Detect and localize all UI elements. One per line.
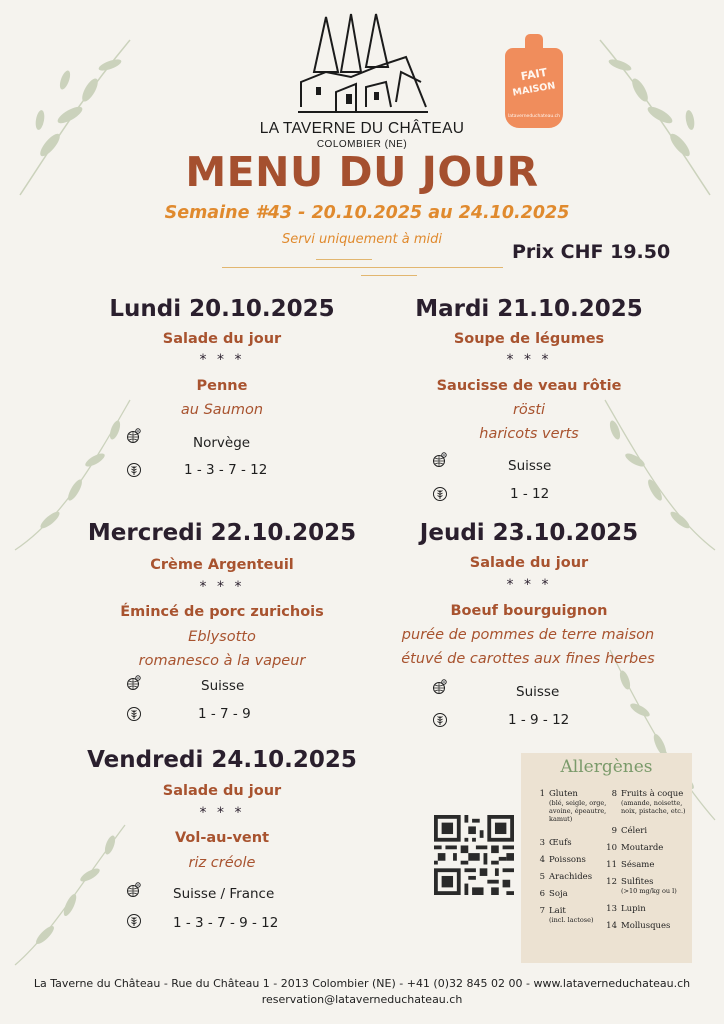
restaurant-location: COLOMBIER (NE) <box>316 139 408 150</box>
side-dish: romanesco à la vapeur <box>138 653 306 669</box>
allergen-item: 3 Œufs <box>539 838 572 848</box>
qr-code-icon[interactable] <box>434 815 514 895</box>
side-dish: haricots verts <box>479 426 579 442</box>
wheat-icon <box>126 462 142 478</box>
main-dish: Boeuf bourguignon <box>450 603 608 619</box>
origin: Norvège <box>193 435 251 451</box>
restaurant-name: LA TAVERNE DU CHÂTEAU <box>259 120 465 137</box>
separator: * * * <box>199 352 245 368</box>
globe-pin-icon <box>432 679 448 695</box>
separator: * * * <box>506 352 552 368</box>
allergen-item: 1 Gluten (blé, seigle, orge, avoine, épeautre, kamut) <box>539 789 607 823</box>
day-title: Vendredi 24.10.2025 <box>87 747 357 773</box>
page-title: MENU DU JOUR <box>185 148 539 196</box>
wheat-icon <box>432 712 448 728</box>
globe-pin-icon <box>126 428 142 444</box>
origin: Suisse <box>201 678 245 694</box>
side-dish: Eblysotto <box>188 629 256 645</box>
globe-pin-icon <box>432 452 448 468</box>
day-title: Mercredi 22.10.2025 <box>87 520 357 546</box>
allergen-item: 9 Céleri <box>611 826 648 836</box>
origin: Suisse / France <box>173 886 275 902</box>
allergen-item: 5 Arachides <box>539 872 593 882</box>
divider-short-1 <box>316 259 372 260</box>
allergens-title: Allergènes <box>560 757 653 777</box>
allergen-item: 10 Moutarde <box>606 843 664 853</box>
price-label: Prix CHF 19.50 <box>512 241 671 263</box>
allergen-codes: 1 - 3 - 7 - 9 - 12 <box>173 915 279 931</box>
starter: Salade du jour <box>162 331 282 347</box>
allergen-item: 4 Poissons <box>539 855 586 865</box>
allergen-codes: 1 - 9 - 12 <box>508 712 570 728</box>
divider-long <box>222 267 503 268</box>
allergen-codes: 1 - 3 - 7 - 12 <box>184 462 268 478</box>
divider-short-2 <box>361 275 417 276</box>
side-dish: au Saumon <box>180 402 264 418</box>
starter: Crème Argenteuil <box>150 557 294 573</box>
allergen-codes: 1 - 12 <box>510 486 550 502</box>
allergen-item: 11 Sésame <box>606 860 655 870</box>
allergen-codes: 1 - 7 - 9 <box>198 706 251 722</box>
globe-pin-icon <box>126 882 142 898</box>
wheat-icon <box>432 486 448 502</box>
wheat-icon <box>126 913 142 929</box>
starter: Salade du jour <box>162 783 282 799</box>
allergens-legend <box>521 753 692 963</box>
allergen-item: 14 Mollusques <box>606 921 671 931</box>
week-range: Semaine #43 - 20.10.2025 au 24.10.2025 <box>164 203 570 223</box>
wheat-icon <box>126 706 142 722</box>
day-title: Mardi 21.10.2025 <box>415 296 643 322</box>
allergen-item: 12 Sulfites (>10 mg/kg ou l) <box>606 877 677 895</box>
origin: Suisse <box>508 458 552 474</box>
separator: * * * <box>199 579 245 595</box>
badge-url: lataverneduchateau.ch <box>507 114 561 119</box>
globe-pin-icon <box>126 675 142 691</box>
separator: * * * <box>506 577 552 593</box>
main-dish: Vol-au-vent <box>174 830 270 846</box>
badge-line2: MAISON <box>511 80 557 99</box>
main-dish: Penne <box>196 378 248 394</box>
allergen-item: 6 Soja <box>539 889 568 899</box>
side-dish: rösti <box>512 402 546 418</box>
side-dish: purée de pommes de terre maison <box>401 627 655 643</box>
fait-maison-badge <box>505 34 563 130</box>
allergen-item: 13 Lupin <box>606 904 646 914</box>
allergen-item: 7 Lait (incl. lactose) <box>539 906 594 924</box>
allergen-item: 8 Fruits à coque (amande, noisette, noix, pistache, etc.) <box>611 789 686 815</box>
badge-line1: FAIT <box>519 65 549 84</box>
served-note: Servi uniquement à midi <box>282 232 442 247</box>
footer-email[interactable]: reservation@lataverneduchateau.ch <box>261 993 463 1006</box>
origin: Suisse <box>516 684 560 700</box>
castle-logo-icon <box>296 12 431 120</box>
day-title: Lundi 20.10.2025 <box>109 296 335 322</box>
main-dish: Émincé de porc zurichois <box>120 604 324 620</box>
footer-address: La Taverne du Château - Rue du Château 1 - 2013 Colombier (NE) - +41 (0)32 845 02 00 - www.lataverneduchateau.ch <box>33 977 691 990</box>
starter: Soupe de légumes <box>453 331 605 347</box>
separator: * * * <box>199 805 245 821</box>
starter: Salade du jour <box>469 555 589 571</box>
side-dish: riz créole <box>188 855 256 871</box>
main-dish: Saucisse de veau rôtie <box>436 378 622 394</box>
side-dish: étuvé de carottes aux fines herbes <box>401 651 655 667</box>
day-title: Jeudi 23.10.2025 <box>419 520 639 546</box>
